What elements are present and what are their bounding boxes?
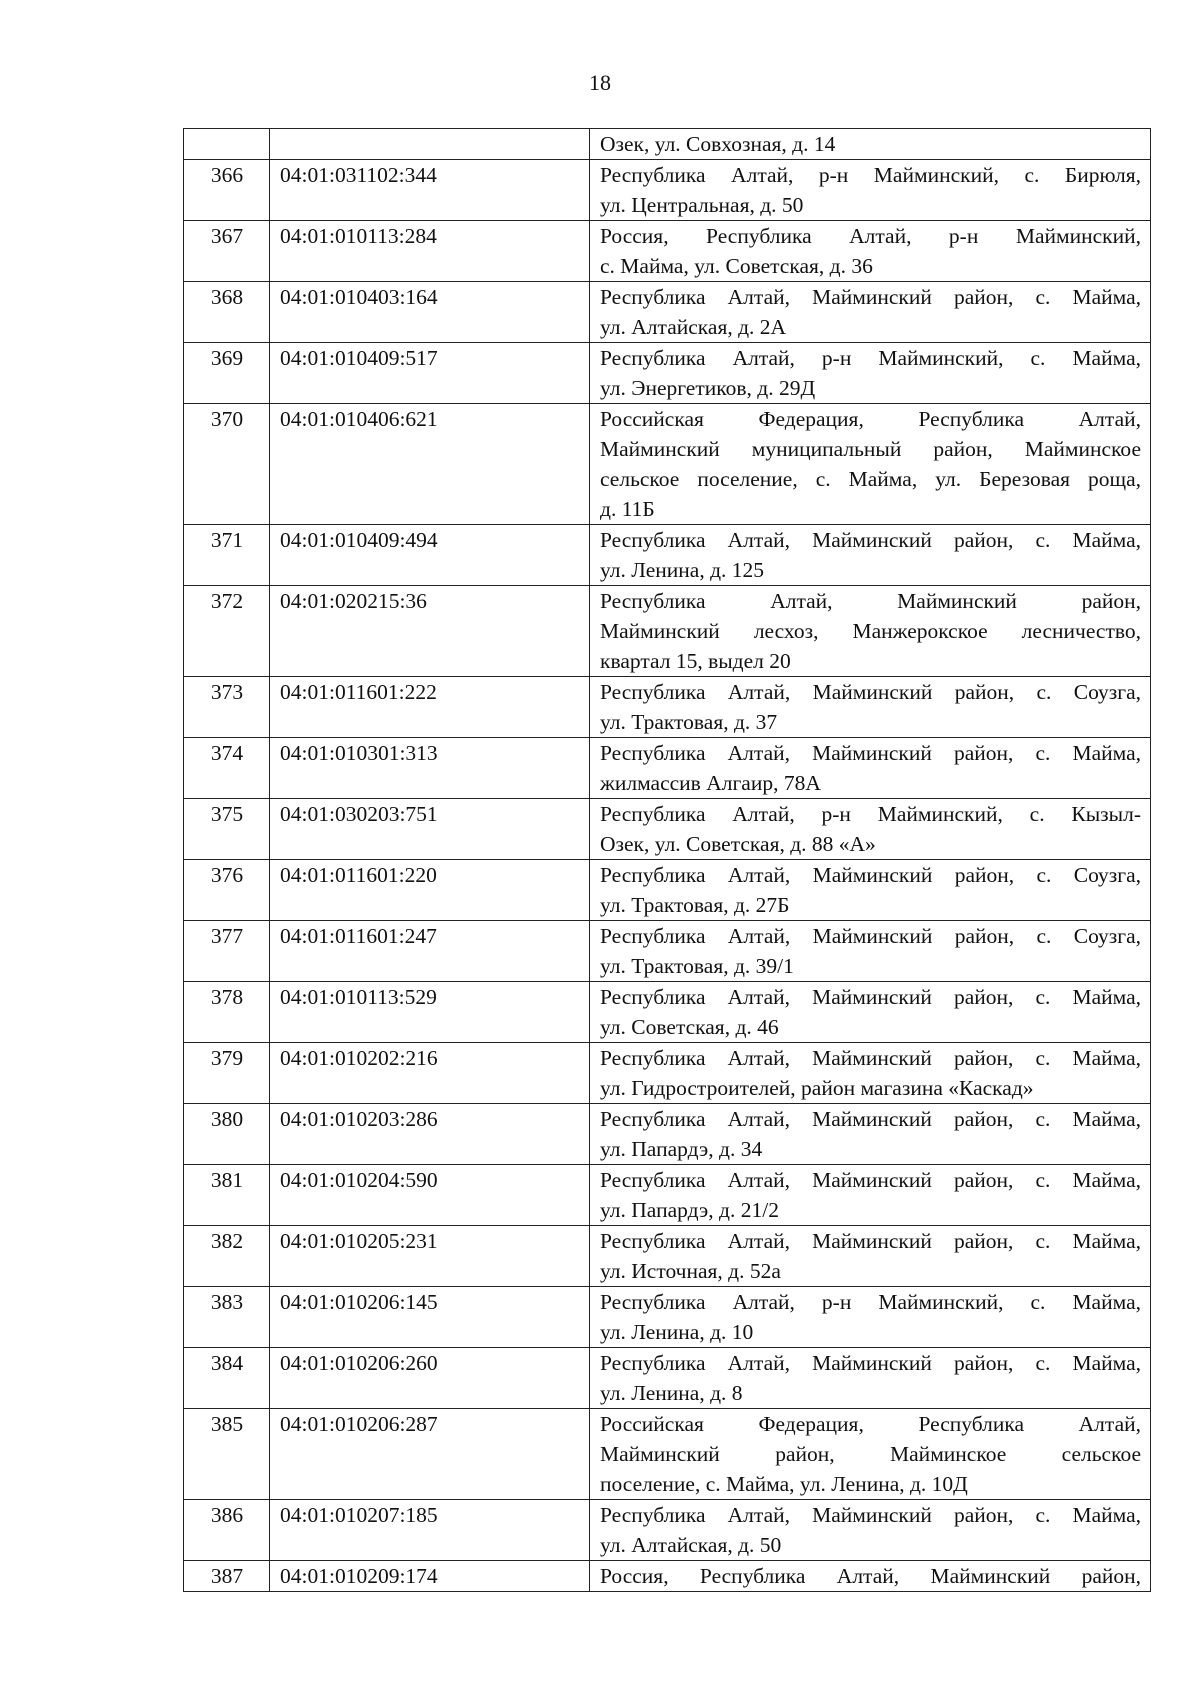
- address-line: ул. Ленина, д. 10: [600, 1320, 754, 1344]
- address-line: ул. Алтайская, д. 2А: [600, 315, 787, 339]
- row-number: 380: [184, 1104, 270, 1165]
- address-line: Республика Алтай, Майминский район, с. Майма,: [600, 1107, 1141, 1131]
- address-line: ул. Трактовая, д. 37: [600, 710, 778, 734]
- address-line: Республика Алтай, Майминский район, с. Майма,: [600, 741, 1141, 765]
- cadastral-number: 04:01:031102:344: [270, 160, 590, 221]
- address-line: ул. Источная, д. 52а: [600, 1259, 781, 1283]
- cadastral-number: 04:01:020215:36: [270, 586, 590, 677]
- cadastral-number: 04:01:010206:145: [270, 1287, 590, 1348]
- address-line: поселение, с. Майма, ул. Ленина, д. 10Д: [600, 1472, 968, 1496]
- cadastral-number: 04:01:010207:185: [270, 1500, 590, 1561]
- address-line: ул. Алтайская, д. 50: [600, 1533, 782, 1557]
- row-number: 383: [184, 1287, 270, 1348]
- address-cell: [590, 1287, 1151, 1348]
- address-cell: [590, 404, 1151, 525]
- table-row: [184, 221, 1151, 282]
- address-line: ул. Папардэ, д. 34: [600, 1137, 763, 1161]
- address-line: Республика Алтай, р-н Майминский, с. Бирюля,: [600, 163, 1141, 187]
- address-line: Россия, Республика Алтай, Майминский район,: [600, 1564, 1141, 1588]
- table-row: [184, 525, 1151, 586]
- address-line: Республика Алтай, р-н Майминский, с. Кызыл-: [600, 802, 1141, 826]
- row-number: 372: [184, 586, 270, 677]
- address-cell: [590, 738, 1151, 799]
- address-line: ул. Папардэ, д. 21/2: [600, 1198, 779, 1222]
- address-line: Республика Алтай, р-н Майминский, с. Майма,: [600, 346, 1141, 370]
- address-line: ул. Ленина, д. 125: [600, 558, 765, 582]
- table-row: [184, 677, 1151, 738]
- table-row: [184, 404, 1151, 525]
- address-line: Майминский район, Майминское сельское: [600, 1442, 1141, 1466]
- address-line: ул. Трактовая, д. 27Б: [600, 893, 790, 917]
- address-cell: [590, 1348, 1151, 1409]
- cadastral-number: 04:01:010206:287: [270, 1409, 590, 1500]
- address-line: Российская Федерация, Республика Алтай,: [600, 1412, 1141, 1436]
- table-row: [184, 1104, 1151, 1165]
- row-number: 371: [184, 525, 270, 586]
- address-cell: [590, 129, 1151, 160]
- cadastral-number: 04:01:030203:751: [270, 799, 590, 860]
- address-cell: [590, 921, 1151, 982]
- row-number: 367: [184, 221, 270, 282]
- cadastral-number: 04:01:010113:529: [270, 982, 590, 1043]
- cadastral-number: 04:01:010203:286: [270, 1104, 590, 1165]
- table-row: [184, 1561, 1151, 1592]
- cadastral-number: 04:01:011601:247: [270, 921, 590, 982]
- table-row: [184, 160, 1151, 221]
- row-number: [184, 129, 270, 160]
- address-cell: [590, 677, 1151, 738]
- table-row: [184, 129, 1151, 160]
- address-line: Республика Алтай, Майминский район, с. Майма,: [600, 1046, 1141, 1070]
- table-row: [184, 1043, 1151, 1104]
- row-number: 379: [184, 1043, 270, 1104]
- address-line: ул. Трактовая, д. 39/1: [600, 954, 794, 978]
- table-row: [184, 343, 1151, 404]
- address-cell: [590, 1500, 1151, 1561]
- land-plot-table: [183, 128, 1151, 1592]
- address-line: ул. Ленина, д. 8: [600, 1381, 743, 1405]
- cadastral-number: 04:01:010206:260: [270, 1348, 590, 1409]
- address-line: ул. Гидростроителей, район магазина «Каскад»: [600, 1076, 1034, 1100]
- table-row: [184, 860, 1151, 921]
- address-line: Республика Алтай, Майминский район, с. Соузга,: [600, 863, 1141, 887]
- cadastral-number: 04:01:010205:231: [270, 1226, 590, 1287]
- cadastral-number: 04:01:010301:313: [270, 738, 590, 799]
- table-row: [184, 738, 1151, 799]
- address-line: Майминский лесхоз, Манжерокское лесничество,: [600, 619, 1141, 643]
- table-row: [184, 282, 1151, 343]
- address-line: Республика Алтай, р-н Майминский, с. Майма,: [600, 1290, 1141, 1314]
- address-cell: [590, 1104, 1151, 1165]
- address-cell: [590, 343, 1151, 404]
- address-line: Республика Алтай, Майминский район, с. Майма,: [600, 1351, 1141, 1375]
- row-number: 370: [184, 404, 270, 525]
- cadastral-number: 04:01:010202:216: [270, 1043, 590, 1104]
- cadastral-number: 04:01:010406:621: [270, 404, 590, 525]
- address-cell: [590, 1165, 1151, 1226]
- row-number: 369: [184, 343, 270, 404]
- row-number: 382: [184, 1226, 270, 1287]
- table-row: [184, 586, 1151, 677]
- address-line: Республика Алтай, Майминский район, с. Майма,: [600, 1229, 1141, 1253]
- page-number: 18: [589, 70, 611, 95]
- address-line: д. 11Б: [600, 497, 655, 521]
- row-number: 375: [184, 799, 270, 860]
- cadastral-number: 04:01:011601:222: [270, 677, 590, 738]
- row-number: 385: [184, 1409, 270, 1500]
- address-cell: [590, 860, 1151, 921]
- address-cell: [590, 282, 1151, 343]
- cadastral-number: 04:01:010209:174: [270, 1561, 590, 1592]
- row-number: 373: [184, 677, 270, 738]
- address-line: ул. Центральная, д. 50: [600, 193, 804, 217]
- address-line: Республика Алтай, Майминский район, с. Соузга,: [600, 924, 1141, 948]
- table-body: [184, 129, 1151, 1592]
- address-cell: [590, 586, 1151, 677]
- address-line: Республика Алтай, Майминский район, с. Майма,: [600, 528, 1141, 552]
- address-line: с. Майма, ул. Советская, д. 36: [600, 254, 873, 278]
- row-number: 381: [184, 1165, 270, 1226]
- row-number: 374: [184, 738, 270, 799]
- table-row: [184, 1226, 1151, 1287]
- address-line: Республика Алтай, Майминский район, с. Майма,: [600, 285, 1141, 309]
- address-cell: [590, 1043, 1151, 1104]
- cadastral-number: 04:01:011601:220: [270, 860, 590, 921]
- address-line: ул. Энергетиков, д. 29Д: [600, 376, 816, 400]
- address-line: Республика Алтай, Майминский район, с. Соузга,: [600, 680, 1141, 704]
- address-line: Россия, Республика Алтай, р-н Майминский,: [600, 224, 1141, 248]
- table-row: [184, 1165, 1151, 1226]
- table-row: [184, 1287, 1151, 1348]
- row-number: 384: [184, 1348, 270, 1409]
- cadastral-number: 04:01:010409:494: [270, 525, 590, 586]
- row-number: 387: [184, 1561, 270, 1592]
- table-row: [184, 1348, 1151, 1409]
- address-cell: [590, 982, 1151, 1043]
- row-number: 386: [184, 1500, 270, 1561]
- address-cell: [590, 525, 1151, 586]
- address-cell: [590, 1226, 1151, 1287]
- row-number: 378: [184, 982, 270, 1043]
- table-row: [184, 799, 1151, 860]
- address-cell: [590, 221, 1151, 282]
- address-line: Республика Алтай, Майминский район, с. Майма,: [600, 985, 1141, 1009]
- address-line: ул. Советская, д. 46: [600, 1015, 779, 1039]
- cadastral-number: 04:01:010204:590: [270, 1165, 590, 1226]
- address-cell: [590, 799, 1151, 860]
- cadastral-number: 04:01:010113:284: [270, 221, 590, 282]
- address-line: Озек, ул. Советская, д. 88 «А»: [600, 832, 876, 856]
- row-number: 366: [184, 160, 270, 221]
- address-line: Озек, ул. Совхозная, д. 14: [600, 132, 836, 156]
- table-row: [184, 921, 1151, 982]
- address-line: квартал 15, выдел 20: [600, 649, 791, 673]
- address-line: Майминский муниципальный район, Майминское: [600, 437, 1141, 461]
- cadastral-number: 04:01:010409:517: [270, 343, 590, 404]
- cadastral-number: [270, 129, 590, 160]
- table-row: [184, 982, 1151, 1043]
- row-number: 377: [184, 921, 270, 982]
- address-cell: [590, 1409, 1151, 1500]
- row-number: 368: [184, 282, 270, 343]
- address-cell: [590, 1561, 1151, 1592]
- address-line: Республика Алтай, Майминский район,: [600, 589, 1141, 613]
- row-number: 376: [184, 860, 270, 921]
- table-row: [184, 1500, 1151, 1561]
- address-line: жилмассив Алгаир, 78А: [600, 771, 821, 795]
- table-row: [184, 1409, 1151, 1500]
- address-line: Российская Федерация, Республика Алтай,: [600, 407, 1141, 431]
- address-cell: [590, 160, 1151, 221]
- cadastral-number: 04:01:010403:164: [270, 282, 590, 343]
- address-line: сельское поселение, с. Майма, ул. Березовая роща,: [600, 467, 1141, 491]
- address-line: Республика Алтай, Майминский район, с. Майма,: [600, 1168, 1141, 1192]
- address-line: Республика Алтай, Майминский район, с. Майма,: [600, 1503, 1141, 1527]
